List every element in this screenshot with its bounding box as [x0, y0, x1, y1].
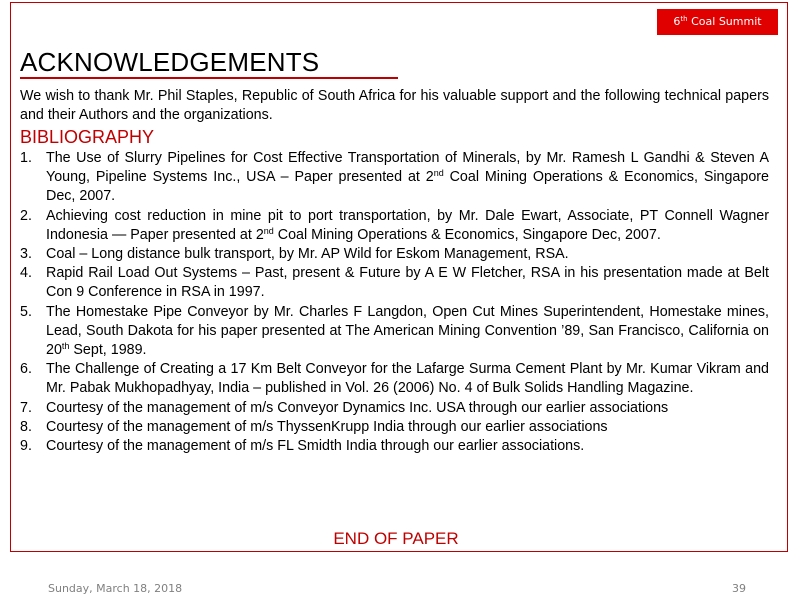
bibliography-item-text: Coal Mining Operations & Economics, Singapore Dec, 2007. — [46, 169, 769, 205]
bibliography-item-number: 7. — [20, 399, 32, 416]
bibliography-item — [20, 437, 769, 456]
bibliography-item-number: 1. — [20, 150, 32, 166]
bibliography-item — [20, 245, 769, 264]
bibliography-item-number: 3. — [20, 246, 32, 263]
bibliography-item-number: 4. — [20, 265, 32, 282]
bibliography-item — [20, 303, 769, 361]
bibliography-item-text: Achieving cost reduction in mine pit to port transportation, by Mr. Dale Ewart, Associate, PT Connell Wagner Indonesia — Paper presented at 2 — [46, 207, 769, 243]
acknowledgements-title: ACKNOWLEDGEMENTS — [20, 47, 320, 77]
bibliography-item-text: The Use of Slurry Pipelines for Cost Effective Transportation of Minerals, by Mr. Ramesh L Gandhi & Steven A Young, Pipeline Systems Inc., USA – Paper presented at 2 — [46, 150, 769, 186]
bibliography-item-number: 2. — [20, 207, 32, 224]
badge-ordinal-suffix: th — [680, 15, 688, 23]
badge-label: Coal Summit — [691, 15, 762, 28]
end-of-paper: END OF PAPER — [333, 529, 459, 548]
bibliography-item-text: Rapid Rail Load Out Systems – Past, present & Future by A E W Fletcher, RSA in his presentation made at Belt Con 9 Conference in RSA in 1997. — [46, 265, 769, 301]
bibliography-heading: BIBLIOGRAPHY — [20, 127, 155, 147]
bibliography-item-text: The Challenge of Creating a 17 Km Belt Conveyor for the Lafarge Surma Cement Plant by Mr. Kumar Vikram and Mr. Pabak Mukhopadhyay, India – published in Vol. 26 (2006) No. 4 of Bulk Solids Handling Magazine. — [46, 361, 769, 397]
footer-date: Sunday, March 18, 2018 — [48, 582, 183, 595]
bibliography-item — [20, 207, 769, 245]
bibliography-item-text: The Homestake Pipe Conveyor by Mr. Charles F Langdon, Open Cut Mines Superintendent, Homestake mines, Lead, South Dakota for his paper presented at The American Mining Convention ’89, San Francisco, California on 20 — [46, 303, 769, 359]
bibliography-item — [20, 360, 769, 398]
bibliography-item-number: 8. — [20, 418, 32, 435]
acknowledgements-text: We wish to thank Mr. Phil Staples, Republic of South Africa for his valuable support and the following technical papers and their Authors and the organizations. — [20, 88, 769, 123]
bibliography-item — [20, 264, 769, 302]
bibliography-item-text: Sept, 1989. — [69, 342, 147, 359]
bibliography-item-text: Coal Mining Operations & Economics, Singapore Dec, 2007. — [273, 226, 661, 243]
badge-ordinal: 6 — [673, 15, 681, 28]
bibliography-item — [20, 399, 769, 418]
bibliography-item — [20, 418, 769, 437]
bibliography-item-text: Courtesy of the management of m/s FL Smidth India through our earlier associations. — [46, 438, 585, 455]
bibliography-item-text: Coal – Long distance bulk transport, by Mr. AP Wild for Eskom Management, RSA. — [46, 246, 569, 263]
title-underline — [20, 77, 398, 79]
bibliography-list — [20, 149, 769, 456]
bibliography-item-text: Courtesy of the management of m/s Conveyor Dynamics Inc. USA through our earlier associations — [46, 399, 669, 416]
ordinal-suffix: nd — [433, 168, 444, 179]
bibliography-item-number: 5. — [20, 303, 32, 320]
ordinal-suffix: th — [61, 341, 70, 352]
bibliography-item-text: Courtesy of the management of m/s ThyssenKrupp India through our earlier associations — [46, 418, 608, 435]
page-number: 39 — [732, 582, 746, 595]
bibliography-item — [20, 149, 769, 207]
ordinal-suffix: nd — [263, 225, 274, 236]
event-badge — [657, 9, 778, 35]
bibliography-item-number: 6. — [20, 361, 32, 378]
bibliography-item-number: 9. — [20, 438, 32, 455]
